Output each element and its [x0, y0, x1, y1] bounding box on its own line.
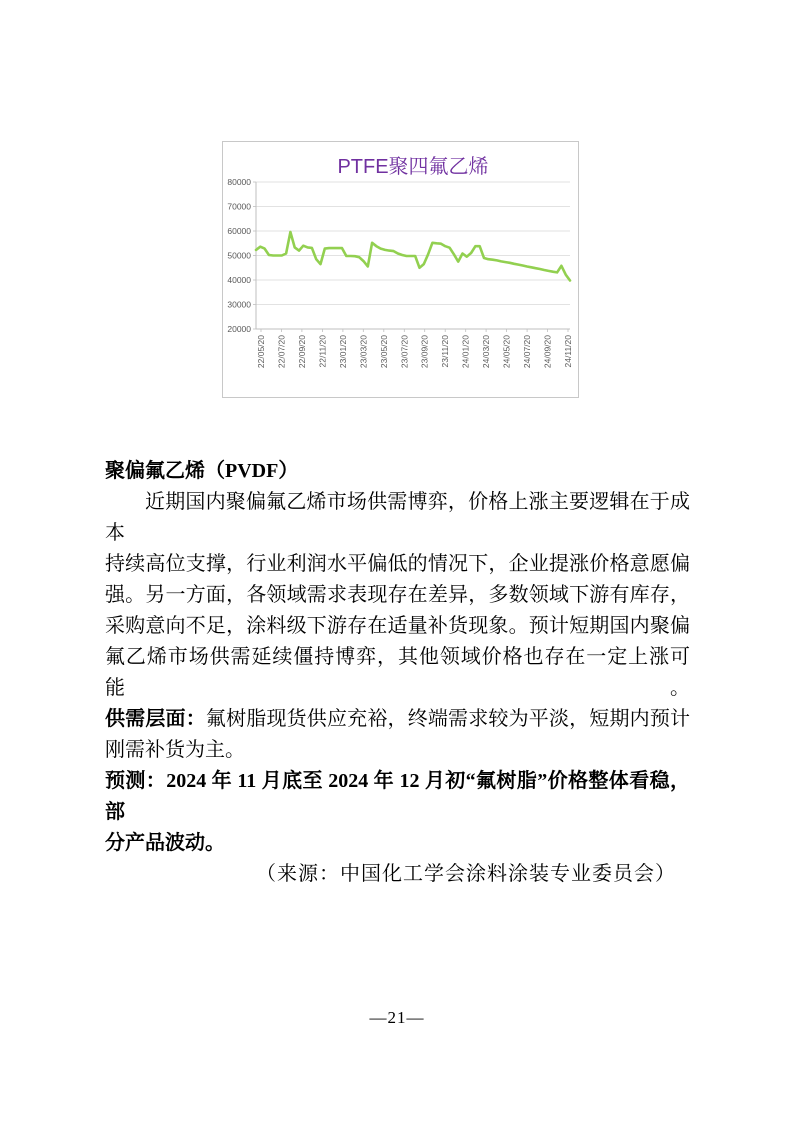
line-chart-canvas	[223, 142, 578, 397]
svg-text:24/03/20: 24/03/20	[481, 335, 492, 369]
svg-text:24/11/20: 24/11/20	[563, 335, 573, 368]
svg-text:24/01/20: 24/01/20	[460, 335, 471, 369]
svg-text:23/01/20: 23/01/20	[337, 335, 348, 369]
paragraph-line: 氟乙烯市场供需延续僵持博弈，其他领域价格也存在一定上涨可能。	[105, 646, 690, 699]
paragraph-line	[105, 704, 690, 735]
paragraph-line: 持续高位支撑，行业利润水平偏低的情况下，企业提涨价格意愿偏	[105, 553, 690, 575]
svg-text:23/03/20: 23/03/20	[358, 335, 369, 369]
supply-demand-text: 氟树脂现货供应充裕，终端需求较为平淡，短期内预计	[205, 708, 691, 730]
svg-text:70000: 70000	[227, 201, 251, 212]
svg-text:24/07/20: 24/07/20	[522, 335, 533, 369]
svg-text:30000: 30000	[227, 299, 251, 310]
forecast-line: 预测：2024 年 11 月底至 2024 年 12 月初“氟树脂”价格整体看稳，部	[105, 770, 690, 823]
svg-text:40000: 40000	[227, 274, 251, 285]
svg-text:80000: 80000	[227, 176, 251, 187]
svg-text:20000: 20000	[227, 323, 251, 334]
page-number: —21—	[369, 1008, 425, 1027]
svg-text:22/09/20: 22/09/20	[296, 335, 307, 369]
svg-text:23/07/20: 23/07/20	[399, 335, 410, 369]
svg-text:22/07/20: 22/07/20	[276, 335, 287, 369]
paragraph-line: 近期国内聚偏氟乙烯市场供需博弈，价格上涨主要逻辑在于成本	[105, 491, 690, 544]
source-attribution: （来源：中国化工学会涂料涂装专业委员会）	[256, 863, 676, 885]
ptfe-price-chart	[222, 141, 579, 398]
svg-text:22/05/20: 22/05/20	[256, 335, 266, 369]
svg-text:24/09/20: 24/09/20	[542, 335, 553, 369]
svg-text:PTFE聚四氟乙烯: PTFE聚四氟乙烯	[337, 156, 489, 178]
forecast-line: 分产品波动。	[105, 832, 225, 854]
svg-text:60000: 60000	[227, 225, 251, 236]
section-heading: 聚偏氟乙烯（PVDF）	[105, 460, 299, 482]
svg-text:24/05/20: 24/05/20	[501, 335, 512, 369]
svg-text:23/09/20: 23/09/20	[419, 335, 430, 369]
svg-text:23/11/20: 23/11/20	[440, 335, 451, 368]
svg-text:22/11/20: 22/11/20	[317, 335, 328, 368]
supply-demand-label: 供需层面：	[105, 708, 206, 730]
paragraph-line: 强。另一方面，各领域需求表现存在差异，多数领域下游有库存，	[105, 584, 690, 606]
paragraph-line: 刚需补货为主。	[105, 739, 245, 761]
paragraph-line: 采购意向不足，涂料级下游存在适量补货现象。预计短期国内聚偏	[105, 615, 690, 637]
article-body	[105, 456, 690, 890]
svg-text:23/05/20: 23/05/20	[378, 335, 389, 369]
svg-text:50000: 50000	[227, 250, 251, 261]
